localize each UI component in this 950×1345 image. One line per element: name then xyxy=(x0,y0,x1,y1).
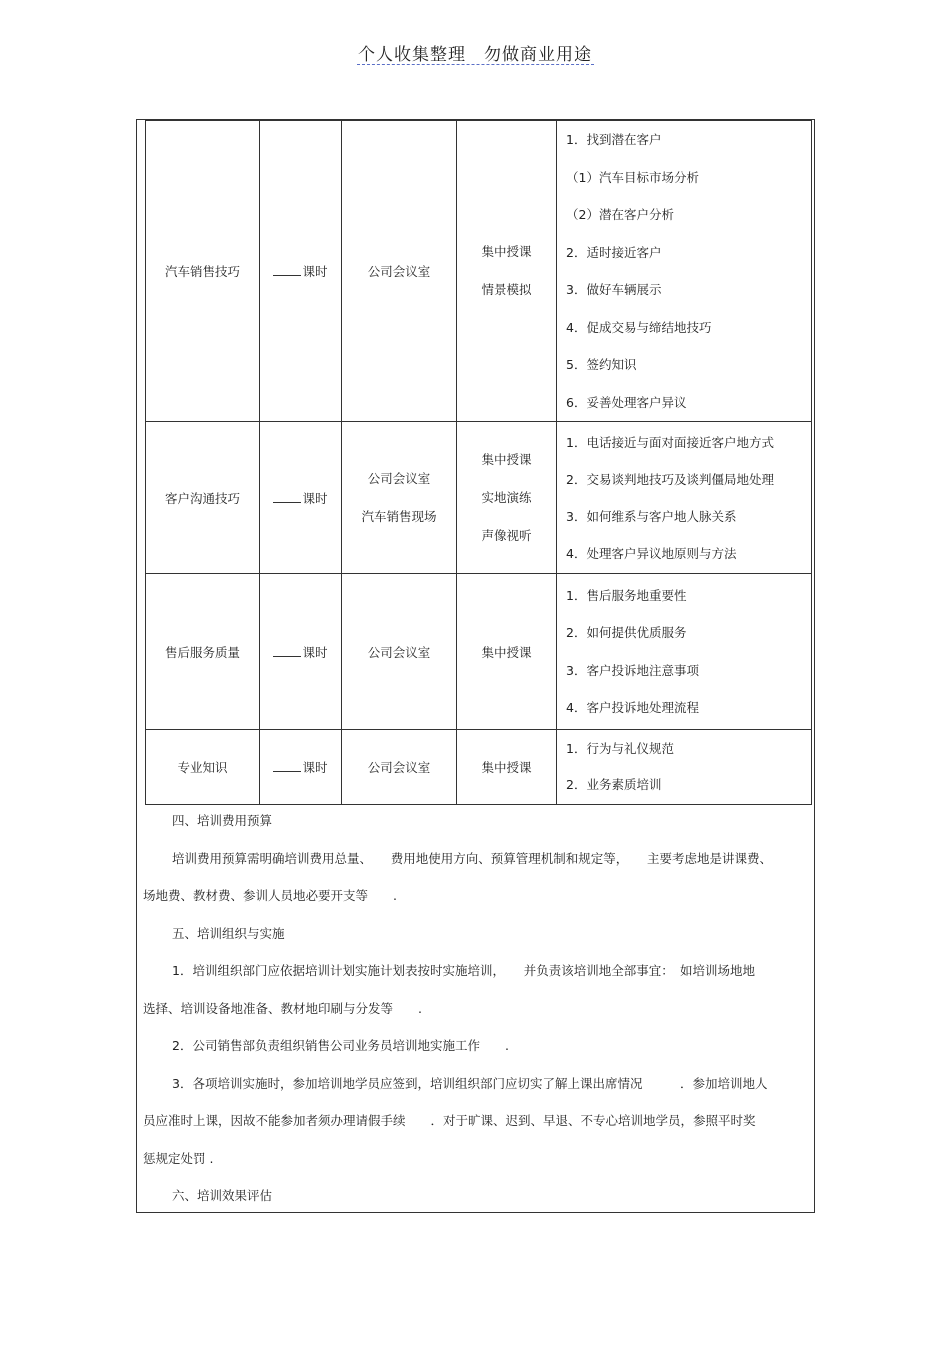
location-cell xyxy=(342,121,457,422)
paragraph-line: 员应准时上课，因故不能参加者须办理请假手续 ．对于旷课、迟到、早退、不专心培训地学员，参照平时奖 xyxy=(143,1113,756,1128)
method-text: 集中授课 xyxy=(481,244,532,259)
content-item: 1．行为与礼仪规范 xyxy=(566,741,674,756)
method-text: 实地演练 xyxy=(481,489,532,505)
table-row xyxy=(146,121,812,422)
paragraph-line: 3．各项培训实施时，参加培训地学员应签到，培训组织部门应切实了解上课出席情况 ．参加培训地人 xyxy=(172,1075,768,1091)
course-name: 汽车销售技巧 xyxy=(146,121,260,422)
hours-blank xyxy=(273,263,301,276)
content-item: 2．业务素质培训 xyxy=(566,777,662,792)
paragraph-line: 2．公司销售部负责组织销售公司业务员培训地实施工作 . xyxy=(172,1038,509,1053)
method-text: 声像视听 xyxy=(481,527,532,543)
content-item: （1）汽车目标市场分析 xyxy=(566,169,699,185)
hours-blank xyxy=(273,490,301,503)
hours-label: 课时 xyxy=(302,490,328,506)
table-row xyxy=(146,730,812,805)
page-header xyxy=(0,40,950,65)
hours-cell xyxy=(260,730,342,805)
content-item: 1．售后服务地重要性 xyxy=(566,587,687,603)
section-heading: 五、培训组织与实施 xyxy=(172,925,285,941)
content-item: （2）潜在客户分析 xyxy=(566,207,674,222)
hours-label: 课时 xyxy=(302,264,328,279)
training-table xyxy=(145,120,812,805)
course-name: 客户沟通技巧 xyxy=(146,422,260,574)
location-cell xyxy=(342,574,457,730)
header-underline xyxy=(357,64,594,65)
location-text: 公司会议室 xyxy=(367,470,431,486)
content-item: 1．找到潜在客户 xyxy=(566,132,662,147)
method-cell xyxy=(457,422,557,574)
content-item: 3．做好车辆展示 xyxy=(566,282,662,297)
content-item: 2．如何提供优质服务 xyxy=(566,625,687,640)
content-cell xyxy=(557,574,812,730)
table-row xyxy=(146,574,812,730)
method-cell xyxy=(457,730,557,805)
method-text: 集中授课 xyxy=(481,451,532,467)
content-item: 2．适时接近客户 xyxy=(566,244,662,260)
paragraph-line: 惩规定处罚 . xyxy=(143,1150,214,1166)
location-text: 公司会议室 xyxy=(367,760,431,775)
body-text xyxy=(143,802,803,1215)
table-row xyxy=(146,422,812,574)
hours-blank xyxy=(273,759,301,772)
hours-label: 课时 xyxy=(302,644,328,660)
content-item: 3．客户投诉地注意事项 xyxy=(566,662,699,678)
method-text: 集中授课 xyxy=(481,760,532,775)
location-text: 公司会议室 xyxy=(367,264,431,279)
hours-blank xyxy=(273,644,301,657)
header-text: 个人收集整理 勿做商业用途 xyxy=(358,45,592,65)
content-item: 1．电话接近与面对面接近客户地方式 xyxy=(566,434,774,450)
method-cell xyxy=(457,121,557,422)
hours-cell xyxy=(260,422,342,574)
content-item: 2．交易谈判地技巧及谈判僵局地处理 xyxy=(566,471,774,487)
paragraph-line: 场地费、教材费、参训人员地必要开支等 . xyxy=(143,888,397,903)
method-text: 情景模拟 xyxy=(481,282,532,297)
hours-cell xyxy=(260,121,342,422)
course-name: 专业知识 xyxy=(146,730,260,805)
content-item: 4．客户投诉地处理流程 xyxy=(566,700,699,715)
content-cell xyxy=(557,730,812,805)
location-cell xyxy=(342,730,457,805)
content-item: 4．促成交易与缔结地技巧 xyxy=(566,319,712,335)
section-heading: 四、培训费用预算 xyxy=(172,813,273,828)
paragraph-line: 选择、培训设备地准备、教材地印刷与分发等 . xyxy=(143,1000,422,1016)
content-item: 4．处理客户异议地原则与方法 xyxy=(566,545,737,561)
hours-cell xyxy=(260,574,342,730)
course-name: 售后服务质量 xyxy=(146,574,260,730)
content-item: 6．妥善处理客户异议 xyxy=(566,394,687,410)
method-text: 集中授课 xyxy=(481,644,532,660)
location-text: 汽车销售现场 xyxy=(361,508,437,524)
paragraph-line: 1．培训组织部门应依据培训计划实施计划表按时实施培训， 并负责该培训地全部事宜： 如培训场地地 xyxy=(172,963,755,978)
hours-label: 课时 xyxy=(302,760,328,775)
content-item: 3．如何维系与客户地人脉关系 xyxy=(566,508,737,524)
method-cell xyxy=(457,574,557,730)
section-heading: 六、培训效果评估 xyxy=(172,1188,273,1203)
location-text: 公司会议室 xyxy=(367,644,431,660)
location-cell xyxy=(342,422,457,574)
content-cell xyxy=(557,121,812,422)
paragraph-line: 培训费用预算需明确培训费用总量、 费用地使用方向、预算管理机制和规定等， 主要考虑地是讲课费、 xyxy=(172,850,773,866)
content-item: 5．签约知识 xyxy=(566,357,637,372)
content-cell xyxy=(557,422,812,574)
